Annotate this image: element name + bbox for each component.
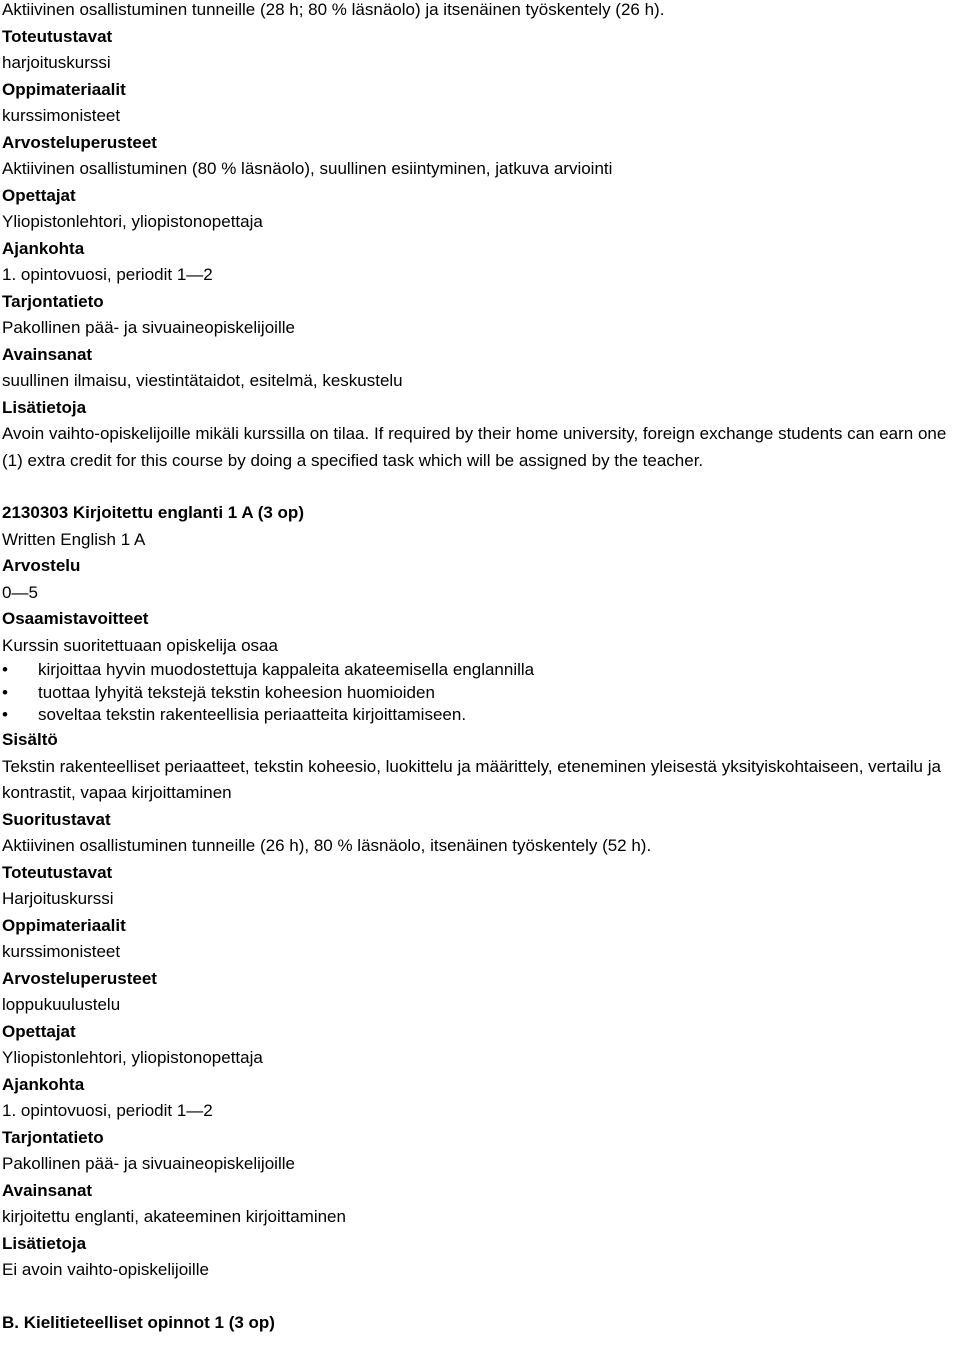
toteutustavat-text: harjoituskurssi	[2, 53, 111, 72]
bullet-icon: •	[2, 660, 8, 679]
ajankohta-heading: Ajankohta	[2, 238, 85, 258]
arvostelu-text: 0—5	[2, 582, 38, 602]
course-avainsanat-heading: Avainsanat	[2, 1180, 93, 1200]
opettajat-heading: Opettajat	[2, 185, 76, 205]
course-ajankohta-text: 1. opintovuosi, periodit 1—2	[2, 1101, 213, 1121]
lisatietoja-heading: Lisätietoja	[2, 397, 87, 417]
course-opettajat-heading: Opettajat	[2, 1021, 76, 1041]
list-item	[2, 659, 957, 682]
list-item	[2, 682, 957, 705]
osaamistavoitteet-intro: Kurssin suoritettuaan opiskelija osaa	[2, 635, 278, 655]
toteutustavat-heading: Toteutustavat	[2, 26, 113, 46]
course-toteutustavat-heading: Toteutustavat	[2, 862, 113, 882]
lisatietoja-text: Avoin vaihto-opiskelijoille mikäli kurssilla on tilaa. If required by their home university, foreign exchange students can earn one (1) extra credit for this course by doing a specified task which will be assigned by the teacher.	[2, 424, 947, 470]
list-item-text: kirjoittaa hyvin muodostettuja kappaleita akateemisella englannilla	[38, 660, 535, 679]
suoritustavat-text: Aktiivinen osallistuminen tunneille (28 h; 80 % läsnäolo) ja itsenäinen työskentely (26 h).	[2, 0, 665, 19]
ajankohta-text: 1. opintovuosi, periodit 1—2	[2, 265, 213, 284]
osaamistavoitteet-heading: Osaamistavoitteet	[2, 609, 149, 628]
arvosteluperusteet-text: Aktiivinen osallistuminen (80 % läsnäolo), suullinen esiintyminen, jatkuva arviointi	[2, 159, 613, 178]
course-arvosteluperusteet-heading: Arvosteluperusteet	[2, 968, 157, 988]
suoritustavat-heading: Suoritustavat	[2, 809, 111, 829]
section-spacer	[2, 1284, 957, 1310]
arvosteluperusteet-heading: Arvosteluperusteet	[2, 132, 157, 152]
course-subtitle: Written English 1 A	[2, 529, 146, 549]
list-item	[2, 704, 957, 727]
course-opettajat-text: Yliopistonlehtori, yliopistonopettaja	[2, 1048, 263, 1068]
sisalto-text: Tekstin rakenteelliset periaatteet, tekstin koheesio, luokittelu ja määrittely, eteneminen yleisestä yksityiskohtaiseen, vertailu ja kontrastit, vapaa kirjoittaminen	[2, 756, 941, 803]
tarjontatieto-heading: Tarjontatieto	[2, 291, 104, 311]
oppimateriaalit-text: kurssimonisteet	[2, 106, 121, 125]
section-spacer	[2, 474, 957, 500]
course-lisatietoja-heading: Lisätietoja	[2, 1233, 87, 1253]
course-tarjontatieto-text: Pakollinen pää- ja sivuaineopiskelijoille	[2, 1154, 295, 1174]
sisalto-heading: Sisältö	[2, 730, 58, 750]
next-section-title: B. Kielitieteelliset opinnot 1 (3 op)	[2, 1312, 275, 1332]
course-title: 2130303 Kirjoitettu englanti 1 A (3 op)	[2, 503, 304, 522]
bullet-icon: •	[2, 682, 8, 702]
list-item-text: soveltaa tekstin rakenteellisia periaatteita kirjoittamiseen.	[38, 705, 467, 725]
list-item-text: tuottaa lyhyitä tekstejä tekstin koheesion huomioiden	[38, 682, 435, 702]
course-oppimateriaalit-heading: Oppimateriaalit	[2, 915, 126, 935]
course-suoritustavat-text: Aktiivinen osallistuminen tunneille (26 h), 80 % läsnäolo, itsenäinen työskentely (52 h).	[2, 836, 652, 856]
oppimateriaalit-heading: Oppimateriaalit	[2, 79, 126, 99]
course-tarjontatieto-heading: Tarjontatieto	[2, 1127, 104, 1147]
bullet-icon: •	[2, 705, 8, 725]
course-ajankohta-heading: Ajankohta	[2, 1074, 85, 1094]
document-page	[2, 0, 957, 1336]
arvostelu-heading: Arvostelu	[2, 556, 81, 575]
course-lisatietoja-text: Ei avoin vaihto-opiskelijoille	[2, 1260, 209, 1280]
course-avainsanat-text: kirjoitettu englanti, akateeminen kirjoittaminen	[2, 1207, 346, 1227]
opettajat-text: Yliopistonlehtori, yliopistonopettaja	[2, 212, 263, 231]
course-toteutustavat-text: Harjoituskurssi	[2, 889, 114, 909]
osaamistavoitteet-list	[2, 659, 957, 727]
avainsanat-text: suullinen ilmaisu, viestintätaidot, esitelmä, keskustelu	[2, 371, 403, 390]
avainsanat-heading: Avainsanat	[2, 344, 93, 364]
course-oppimateriaalit-text: kurssimonisteet	[2, 942, 121, 962]
course-arvosteluperusteet-text: loppukuulustelu	[2, 995, 121, 1015]
tarjontatieto-text: Pakollinen pää- ja sivuaineopiskelijoille	[2, 318, 295, 337]
